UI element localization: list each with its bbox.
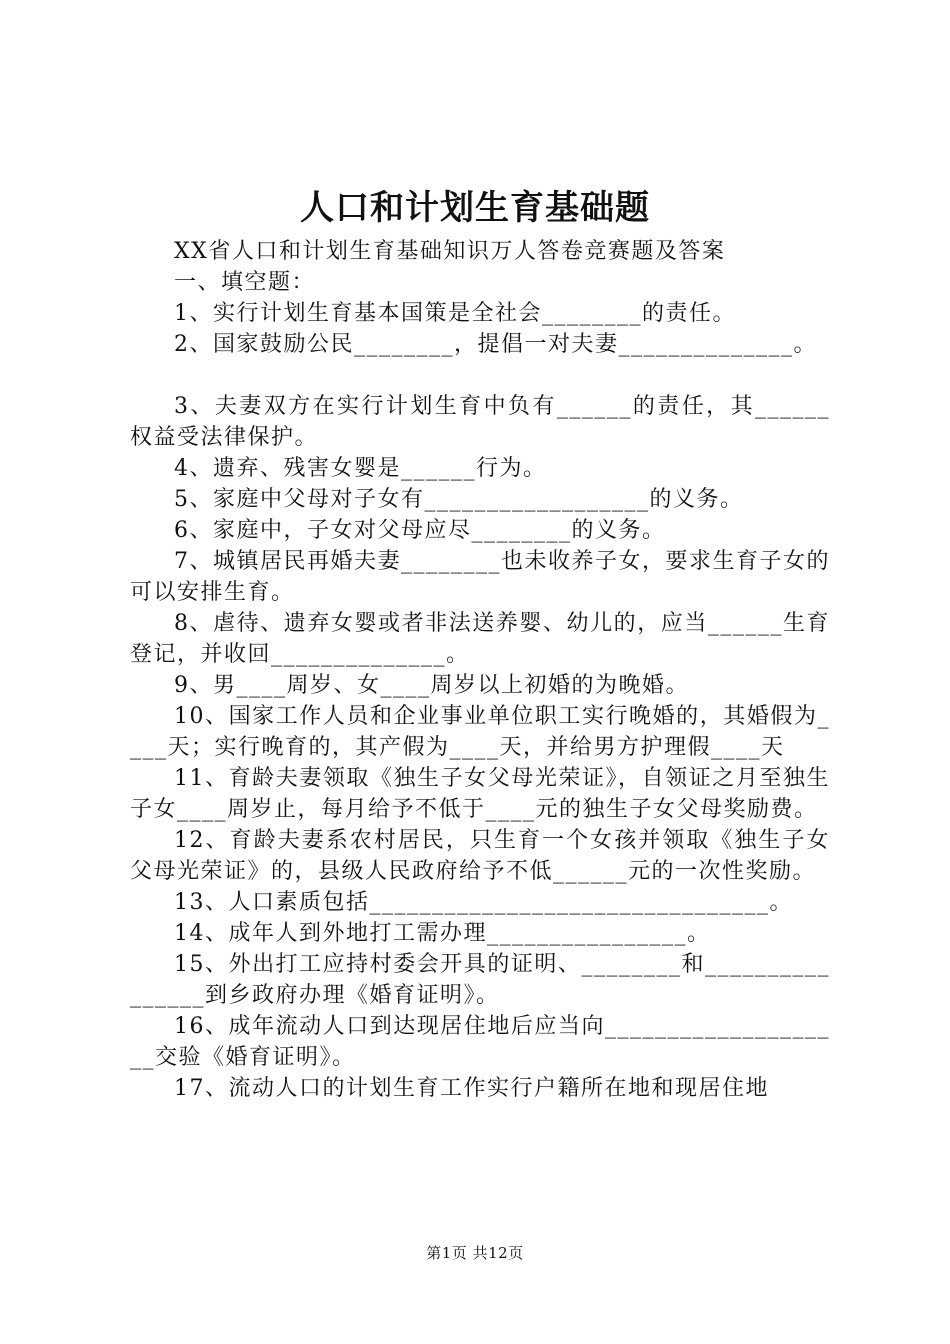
question-1: 1、实行计划生育基本国策是全社会________的责任。 [174,301,736,326]
question-9: 9、男____周岁、女____周岁以上初婚的为晚婚。 [174,673,689,698]
question-11: 11、育龄夫妻领取《独生子女父母光荣证》，自领证之月至独生子女____周岁止，每月给予不低于____元的独生子女父母奖励费。 [130,766,830,822]
question-7: 7、城镇居民再婚夫妻________也未收养子女，要求生育子女的可以安排生育。 [130,549,830,605]
question-6: 6、家庭中，子女对父母应尽________的义务。 [174,518,666,543]
question-16: 16、成年流动人口到达现居住地后应当向____________________交验《婚育证明》。 [130,1014,830,1070]
question-5: 5、家庭中父母对子女有__________________的义务。 [174,487,744,512]
section-heading: 一、填空题： [174,270,316,295]
question-10: 10、国家工作人员和企业事业单位职工实行晚婚的，其婚假为____天；实行晚育的，其产假为____天，并给男方护理假____天 [130,704,830,760]
question-8: 8、虐待、遗弃女婴或者非法送养婴、幼儿的，应当______生育登记，并收回______________。 [130,611,830,667]
question-4: 4、遗弃、残害女婴是______行为。 [174,456,547,481]
document-body [130,236,830,1104]
question-14: 14、成年人到外地打工需办理________________。 [174,921,711,946]
question-3: 3、夫妻双方在实行计划生育中负有______的责任，其______权益受法律保护。 [130,394,830,450]
question-17: 17、流动人口的计划生育工作实行户籍所在地和现居住地 [174,1076,769,1101]
question-12: 12、育龄夫妻系农村居民，只生育一个女孩并领取《独生子女父母光荣证》的，县级人民政府给予不低______元的一次性奖励。 [130,828,830,884]
question-2: 2、国家鼓励公民________，提倡一对夫妻______________。 [174,332,817,357]
question-13: 13、人口素质包括________________________________。 [174,890,793,915]
page-number-footer: 第1页 共12页 [426,1244,524,1262]
subtitle-paragraph: XX省人口和计划生育基础知识万人答卷竞赛题及答案 [174,239,726,264]
question-15: 15、外出打工应持村委会开具的证明、________和________________到乡政府办理《婚育证明》。 [130,952,830,1008]
document-title: 人口和计划生育基础题 [300,188,650,228]
